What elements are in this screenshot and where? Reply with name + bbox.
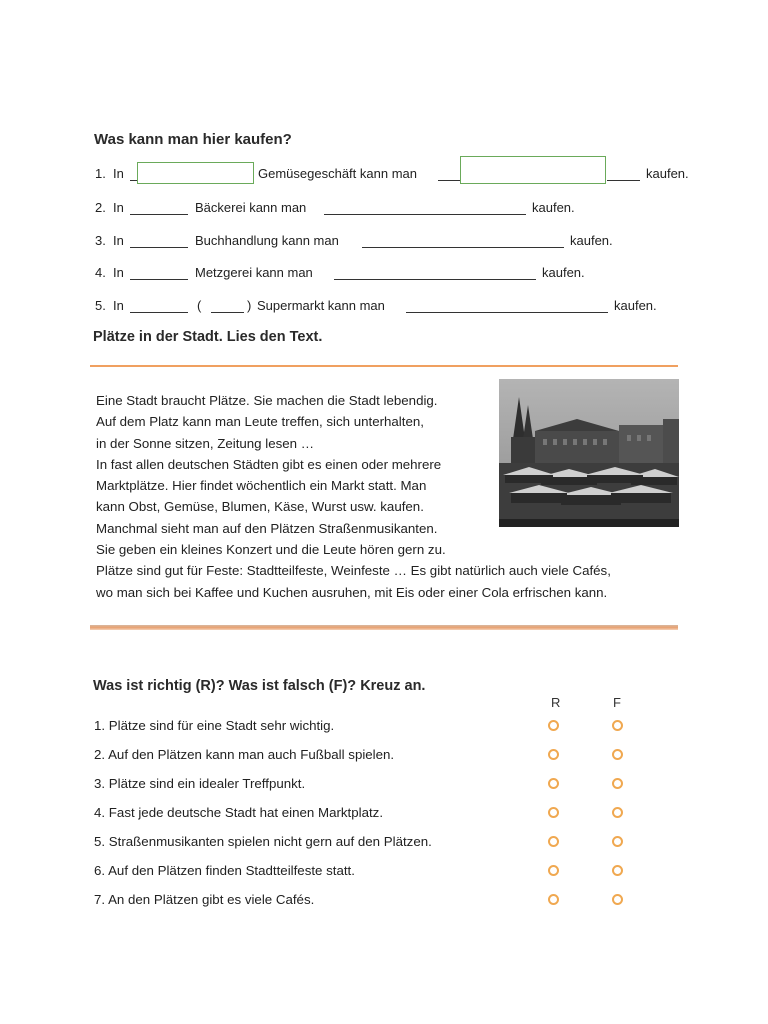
row-1-product-input[interactable] [460,156,606,184]
statement-row [94,747,394,762]
statement-number: 1. [94,718,106,733]
statement-text: Auf den Plätzen kann man auch Fußball spielen. [108,747,395,762]
row-3-number: 3. [95,233,106,248]
row-4-blank-article[interactable] [130,279,188,280]
row-5-number: 5. [95,298,106,313]
row-4-number: 4. [95,265,106,280]
section-title-true-false: Was ist richtig (R)? Was ist falsch (F)? Kreuz an. [93,678,426,694]
row-2-blank-product[interactable] [324,214,526,215]
statement-text: Straßenmusikanten spielen nicht gern auf den Plätzen. [108,834,432,849]
statement-number: 5. [94,834,106,849]
row-5-store: Supermarkt kann man [257,298,385,313]
text-line: Marktplätze. Hier findet wöchentlich ein Markt statt. Man [96,478,427,494]
row-1-in: In [113,166,124,181]
radio-r-7[interactable] [548,894,559,905]
row-5-blank-product[interactable] [406,312,608,313]
row-2-in: In [113,200,124,215]
row-4-store: Metzgerei kann man [195,265,313,280]
statement-row [94,718,334,733]
statement-text: Plätze sind ein idealer Treffpunkt. [108,776,306,791]
radio-f-6[interactable] [612,865,623,876]
row-4-in: In [113,265,124,280]
statement-text: Plätze sind für eine Stadt sehr wichtig. [108,718,335,733]
row-3-end: kaufen. [570,233,613,248]
row-1-store: Gemüsegeschäft kann man [258,166,417,181]
radio-f-7[interactable] [612,894,623,905]
text-line: Sie geben ein kleines Konzert und die Leute hören gern zu. [96,542,446,558]
row-1-blank-tail [607,180,640,181]
row-5-in: In [113,298,124,313]
statement-text: Fast jede deutsche Stadt hat einen Marktplatz. [108,805,384,820]
row-5-paren-open: ( [197,298,202,313]
text-line: in der Sonne sitzen, Zeitung lesen … [96,435,315,451]
row-4-blank-product[interactable] [334,279,536,280]
statement-number: 4. [94,805,106,820]
row-1-blank-mid [438,180,460,181]
text-line: Plätze sind gut für Feste: Stadtteilfeste, Weinfeste … Es gibt natürlich auch viele Cafés, [96,563,611,579]
section-title-shopping: Was kann man hier kaufen? [94,131,292,148]
text-line: kann Obst, Gemüse, Blumen, Käse, Wurst usw. kaufen. [96,499,424,515]
row-3-blank-article[interactable] [130,247,188,248]
row-5-end: kaufen. [614,298,657,313]
statement-number: 6. [94,863,106,878]
radio-r-4[interactable] [548,807,559,818]
text-box-top-rule [90,365,678,367]
radio-r-6[interactable] [548,865,559,876]
row-3-blank-product[interactable] [362,247,564,248]
row-1-article-input[interactable] [137,162,254,184]
statement-text: An den Plätzen gibt es viele Cafés. [108,892,315,907]
radio-f-4[interactable] [612,807,623,818]
radio-f-3[interactable] [612,778,623,789]
row-2-blank-article[interactable] [130,214,188,215]
text-line: In fast allen deutschen Städten gibt es einen oder mehrere [96,456,442,472]
statement-row [94,805,383,820]
radio-f-1[interactable] [612,720,623,731]
statement-number: 2. [94,747,106,762]
row-5-paren-close: ) [247,298,252,313]
text-line: wo man sich bei Kaffee und Kuchen ausruhen, mit Eis oder einer Cola erfrischen kann. [96,584,608,600]
section-title-reading: Plätze in der Stadt. Lies den Text. [93,329,323,345]
statement-row [94,863,355,878]
statement-text: Auf den Plätzen finden Stadtteilfeste statt. [108,863,355,878]
statement-number: 3. [94,776,106,791]
row-4-end: kaufen. [542,265,585,280]
row-3-store: Buchhandlung kann man [195,233,339,248]
statement-row [94,834,432,849]
row-5-blank-article[interactable] [130,312,188,313]
row-5-blank-paren[interactable] [211,312,244,313]
row-2-number: 2. [95,200,106,215]
text-line: Eine Stadt braucht Plätze. Sie machen die Stadt lebendig. [96,393,438,408]
radio-f-5[interactable] [612,836,623,847]
column-header-r: R [551,695,561,710]
radio-r-3[interactable] [548,778,559,789]
statement-number: 7. [94,892,106,907]
row-2-end: kaufen. [532,200,575,215]
row-3-in: In [113,233,124,248]
text-box-bottom-rule [90,625,678,630]
radio-r-1[interactable] [548,720,559,731]
text-line: Auf dem Platz kann man Leute treffen, sich unterhalten, [96,414,424,430]
market-square-image [499,379,679,527]
row-1-end: kaufen. [646,166,689,181]
radio-f-2[interactable] [612,749,623,760]
radio-r-5[interactable] [548,836,559,847]
text-line: Manchmal sieht man auf den Plätzen Straßenmusikanten. [96,520,438,536]
column-header-f: F [613,695,621,710]
row-2-store: Bäckerei kann man [195,200,307,215]
statement-row [94,892,314,907]
statement-row [94,776,305,791]
market-square-photo [499,379,679,527]
row-1-number: 1. [95,166,106,181]
radio-r-2[interactable] [548,749,559,760]
